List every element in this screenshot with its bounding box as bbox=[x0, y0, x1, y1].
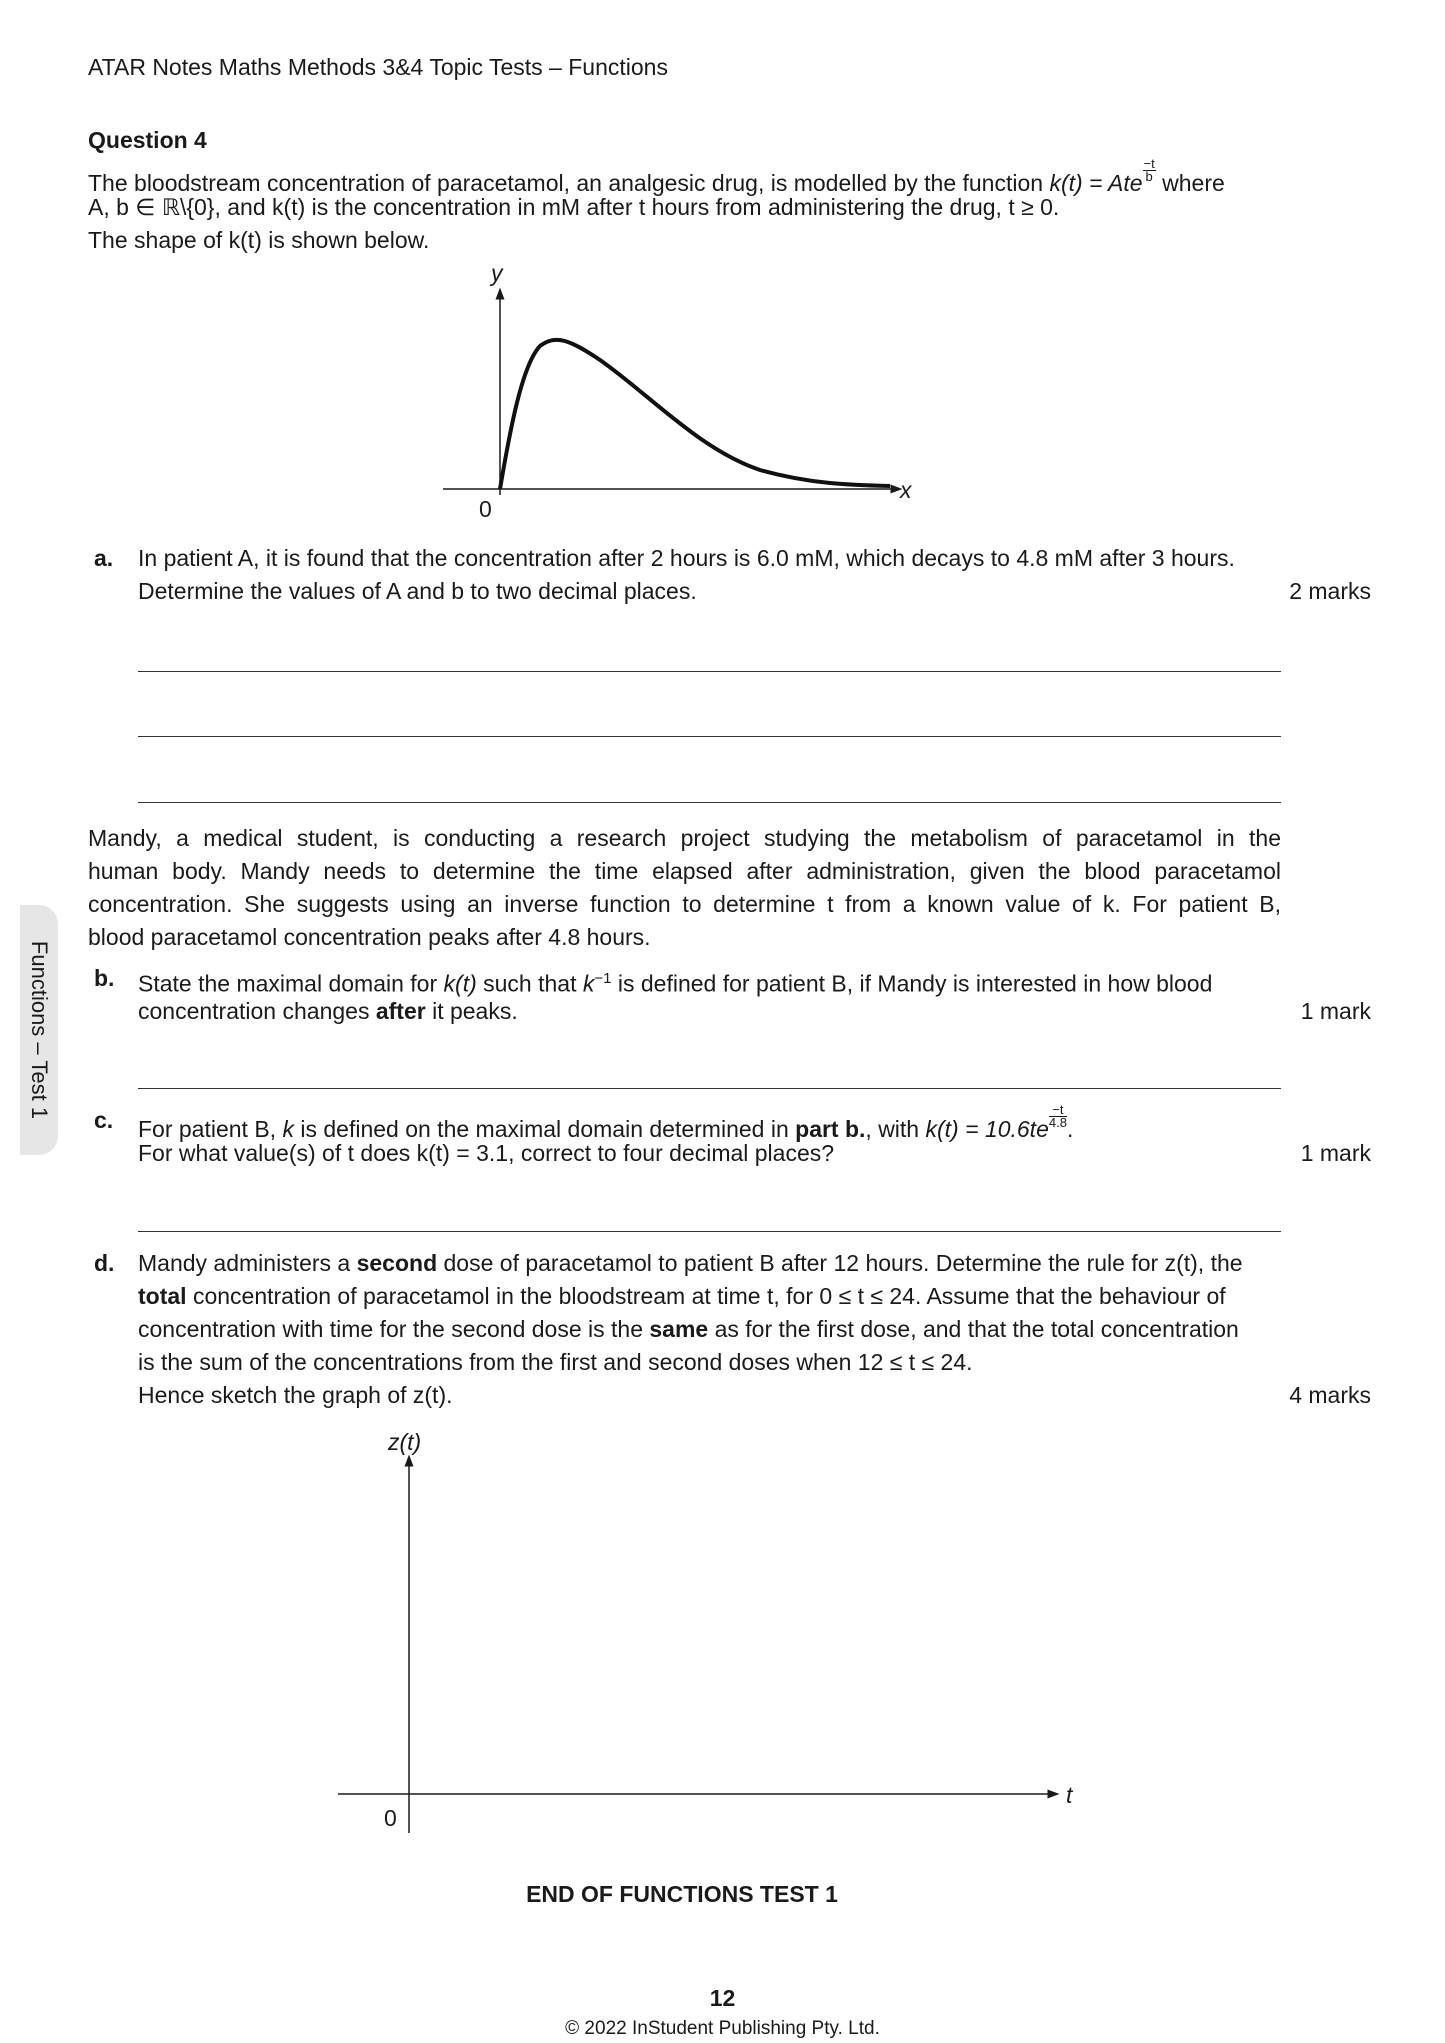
question-title: Question 4 bbox=[88, 127, 207, 153]
part-a-line-2: Determine the values of A and b to two decimal places. bbox=[138, 578, 697, 604]
part-b-marks: 1 mark bbox=[1300, 998, 1371, 1024]
intro-text-end: where bbox=[1155, 170, 1225, 196]
answer-line[interactable] bbox=[138, 802, 1281, 803]
running-header: ATAR Notes Maths Methods 3&4 Topic Tests – Functions bbox=[88, 54, 668, 80]
intro-function: k(t) = Ate bbox=[1049, 170, 1143, 196]
part-a-line-1: In patient A, it is found that the concentration after 2 hours is 6.0 mM, which decays to 4.8 mM after 3 hours. bbox=[138, 545, 1235, 571]
part-c-marks: 1 mark bbox=[1300, 1140, 1371, 1166]
graph2-x-label: t bbox=[1066, 1782, 1073, 1808]
graph1-y-label: y bbox=[491, 260, 503, 286]
copyright-notice: © 2022 InStudent Publishing Pty. Ltd. bbox=[565, 2018, 880, 2039]
answer-line[interactable] bbox=[138, 736, 1281, 737]
answer-line[interactable] bbox=[138, 671, 1281, 672]
part-b-label: b. bbox=[94, 965, 115, 991]
part-a-marks: 2 marks bbox=[1289, 578, 1371, 604]
question-intro-line-3: The shape of k(t) is shown below. bbox=[88, 227, 430, 253]
context-line: human body. Mandy needs to determine the time elapsed after administration, given the blood paracetamol bbox=[88, 858, 1281, 884]
graph1-origin-label: 0 bbox=[479, 496, 492, 522]
part-d-label: d. bbox=[94, 1250, 115, 1276]
graph2-origin-label: 0 bbox=[384, 1805, 397, 1831]
context-line: blood paracetamol concentration peaks after 4.8 hours. bbox=[88, 924, 651, 950]
part-b-line-2: concentration changes after it peaks. bbox=[138, 998, 518, 1024]
intro-text: The bloodstream concentration of paracetamol, an analgesic drug, is modelled by the function bbox=[88, 170, 1050, 196]
context-line: concentration. She suggests using an inverse function to determine t from a known value of k. For patient B, bbox=[88, 891, 1281, 917]
question-intro-line-2: A, b ∈ ℝ\{0}, and k(t) is the concentration in mM after t hours from administering the drug, t ≥ 0. bbox=[88, 194, 1060, 220]
part-c-label: c. bbox=[94, 1107, 114, 1133]
part-d-marks: 4 marks bbox=[1289, 1382, 1371, 1408]
answer-line[interactable] bbox=[138, 1231, 1281, 1232]
context-line: Mandy, a medical student, is conducting a research project studying the metabolism of paracetamol in the bbox=[88, 825, 1281, 851]
section-side-tab bbox=[20, 905, 58, 1155]
graph2-y-label: z(t) bbox=[388, 1429, 422, 1455]
end-of-test-note: END OF FUNCTIONS TEST 1 bbox=[526, 1881, 838, 1907]
context-paragraph bbox=[88, 822, 1281, 954]
part-d-line-3: concentration with time for the second dose is the same as for the first dose, and that the total concentration bbox=[138, 1316, 1239, 1342]
intro-exponent: $\frac{-t}{b}$ bbox=[1143, 156, 1155, 184]
graph1-x-label: x bbox=[900, 477, 912, 503]
page-number: 12 bbox=[709, 1985, 736, 2011]
part-c-line-1: For patient B, k is defined on the maximal domain determined in part b., with k(t) = 10.6te $\frac{-t}{4.8}$ . bbox=[138, 1102, 1074, 1142]
side-tab-label: Functions – Test 1 bbox=[27, 940, 52, 1120]
part-d-line-5: Hence sketch the graph of z(t). bbox=[138, 1382, 453, 1408]
part-d-line-4: is the sum of the concentrations from the first and second doses when 12 ≤ t ≤ 24. bbox=[138, 1349, 973, 1375]
part-b-line-1: State the maximal domain for k(t) such that $k^{-1}$ is defined for patient B, if Mandy is interested in how blood bbox=[138, 970, 1213, 997]
part-c-line-2: For what value(s) of t does k(t) = 3.1, correct to four decimal places? bbox=[138, 1140, 835, 1166]
answer-line[interactable] bbox=[138, 1088, 1281, 1089]
part-d-line-1: Mandy administers a second dose of paracetamol to patient B after 12 hours. Determine the rule for z(t), the bbox=[138, 1250, 1243, 1276]
part-d-line-2: total concentration of paracetamol in the bloodstream at time t, for 0 ≤ t ≤ 24. Assume that the behaviour of bbox=[138, 1283, 1226, 1309]
graph1-curve bbox=[500, 340, 890, 489]
part-a-label: a. bbox=[94, 545, 114, 571]
